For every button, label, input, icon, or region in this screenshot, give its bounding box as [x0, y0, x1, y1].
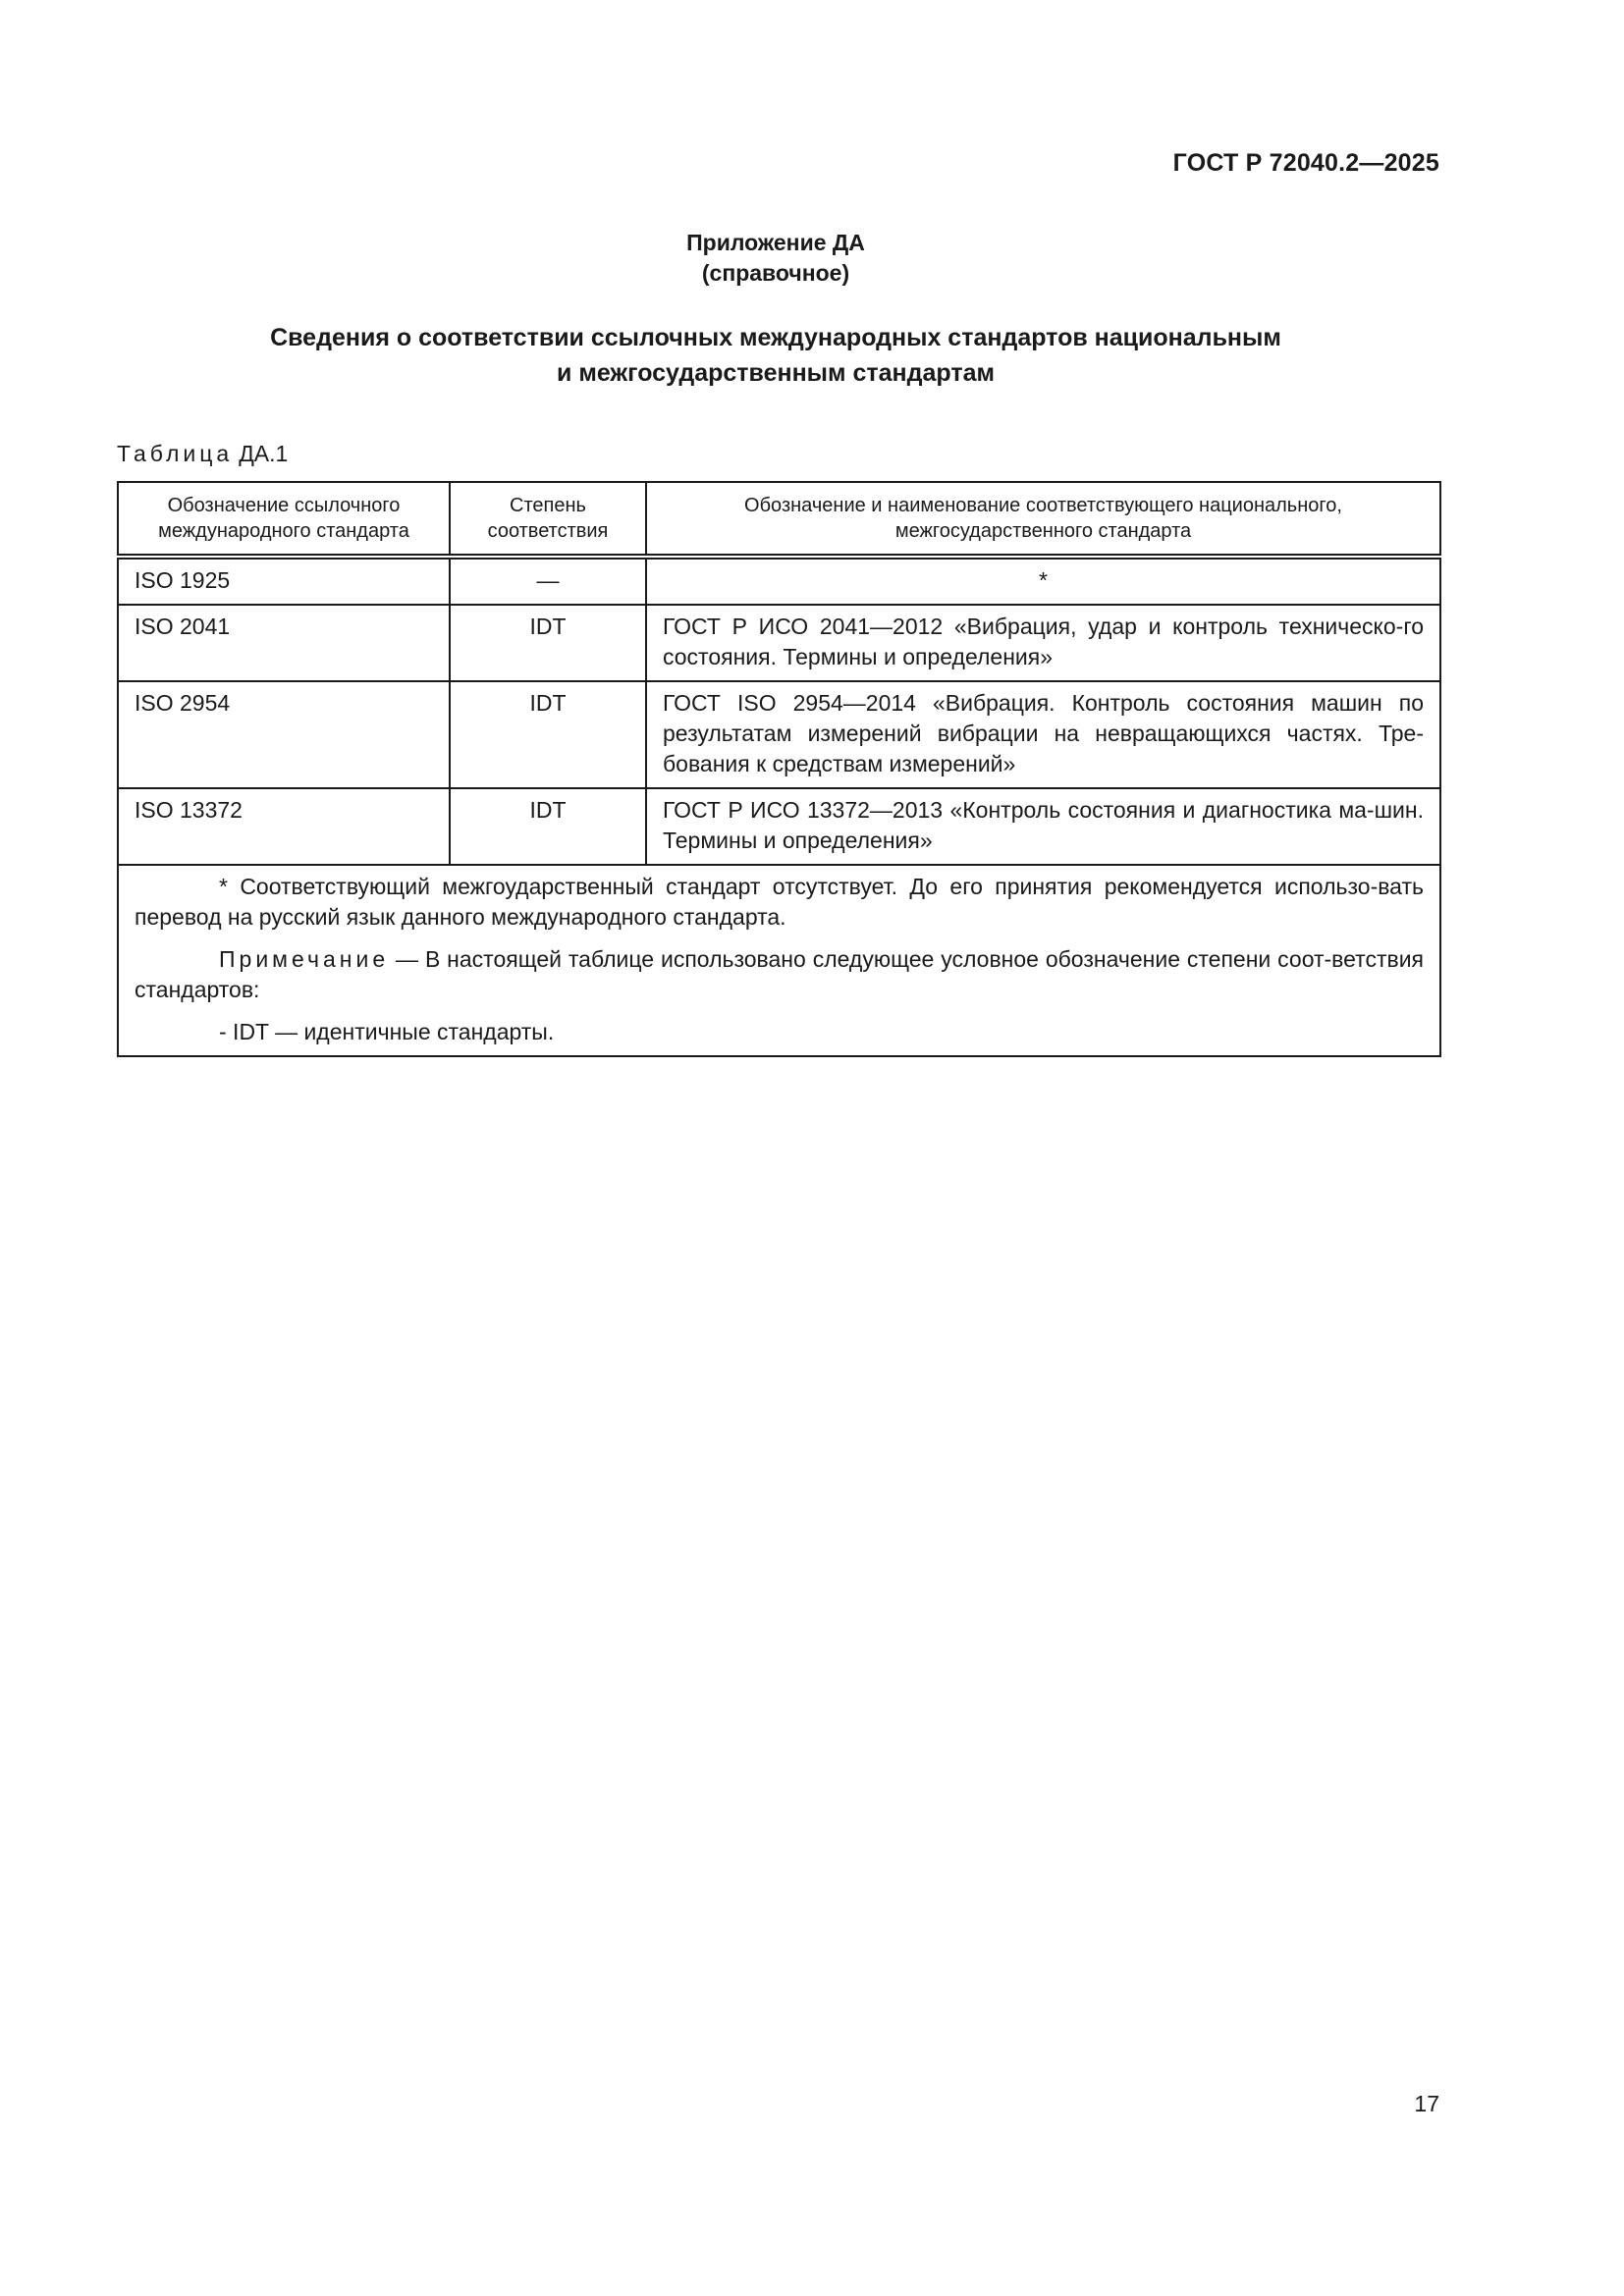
- document-title: [0, 320, 1551, 391]
- table-notes-row: [118, 865, 1440, 1056]
- cell-standard: ISO 2954: [118, 681, 450, 788]
- table-caption-number: ДА.1: [239, 441, 289, 466]
- cell-degree: —: [450, 557, 646, 605]
- table-caption: [117, 441, 288, 467]
- note-item-text: - IDT — идентичные стандарты.: [219, 1019, 555, 1044]
- note-item: [135, 1017, 1424, 1047]
- cell-national: ГОСТ Р ИСО 2041—2012 «Вибрация, удар и контроль техническо-го состояния. Термины и определения»: [646, 605, 1440, 681]
- cell-degree: IDT: [450, 788, 646, 865]
- cell-national: *: [646, 557, 1440, 605]
- note-text: — В настоящей таблице использовано следующее условное обозначение степени соот-ветствия стандартов:: [135, 946, 1424, 1002]
- page-number: 17: [1414, 2091, 1439, 2116]
- table-row: [118, 557, 1440, 605]
- cell-degree: IDT: [450, 681, 646, 788]
- table-header-row: [118, 482, 1440, 557]
- table-footnote: [135, 872, 1424, 933]
- cell-national: ГОСТ Р ИСО 13372—2013 «Контроль состояния и диагностика ма-шин. Термины и определения»: [646, 788, 1440, 865]
- header-national-standard: Обозначение и наименование соответствующего национального, межгосударственного стандарта: [646, 482, 1440, 557]
- table-notes: [118, 865, 1440, 1056]
- table-note: [135, 944, 1424, 1005]
- note-label: Примечание: [219, 946, 390, 972]
- table-row: [118, 788, 1440, 865]
- appendix-title: Приложение ДА: [686, 230, 865, 255]
- cell-standard: ISO 13372: [118, 788, 450, 865]
- footnote-text: * Соответствующий межгоударственный стандарт отсутствует. До его принятия рекомендуется использо-вать перевод на русский язык данного международного стандарта.: [135, 874, 1424, 930]
- table-row: [118, 605, 1440, 681]
- document-title-line-2: и межгосударственным стандартам: [557, 359, 995, 387]
- table-row: [118, 681, 1440, 788]
- correspondence-table: [117, 481, 1441, 1057]
- cell-national: ГОСТ ISO 2954—2014 «Вибрация. Контроль состояния машин по результатам измерений вибрации на невращающихся частях. Тре-бования к средствам измерений»: [646, 681, 1440, 788]
- cell-standard: ISO 1925: [118, 557, 450, 605]
- table-caption-word: Таблица: [117, 441, 234, 466]
- appendix-subtitle: (справочное): [701, 260, 850, 286]
- document-code: ГОСТ Р 72040.2—2025: [1172, 149, 1439, 177]
- header-degree-of-correspondence: Степень соответствия: [450, 482, 646, 557]
- header-international-standard: Обозначение ссылочного международного стандарта: [118, 482, 450, 557]
- cell-degree: IDT: [450, 605, 646, 681]
- appendix-heading: [0, 228, 1551, 289]
- cell-standard: ISO 2041: [118, 605, 450, 681]
- document-title-line-1: Сведения о соответствии ссылочных международных стандартов национальным: [270, 324, 1281, 351]
